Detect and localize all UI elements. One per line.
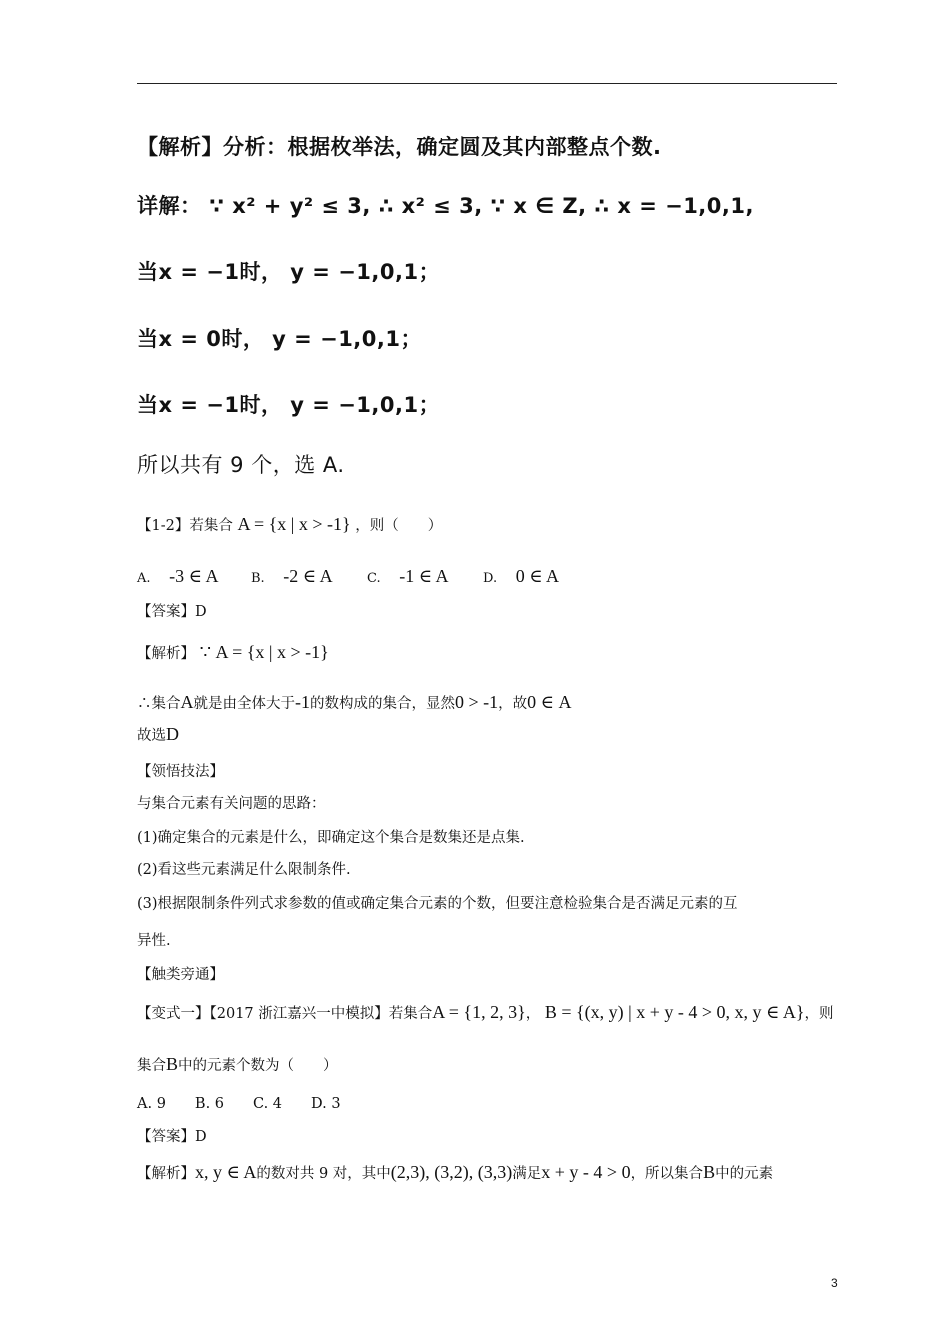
text-run: 中的元素 (715, 1166, 774, 1182)
tips-header: 【领悟技法】 (137, 764, 224, 780)
text-run: 【解析】 (137, 1166, 195, 1182)
tips-point-2: (2)看这些元素满足什么限制条件. (137, 862, 351, 878)
math-run: 0 > -1 (455, 692, 499, 712)
math-run: -1 (295, 692, 310, 712)
option-label: B. (251, 571, 265, 586)
text-run: 满足 (512, 1166, 542, 1182)
practice-header: 【触类旁通】 (137, 967, 224, 983)
practice-question-cont (137, 1054, 338, 1075)
math-run: B = {(x, y) | x + y - 4 > 0, x, y ∈ A} (544, 1002, 805, 1022)
analysis-detail: 详解： ∵ x² + y² ≤ 3, ∴ x² ≤ 3, ∵ x ∈ Z, ∴ x = −1,0,1, (137, 194, 754, 218)
question-1-2 (137, 514, 442, 535)
text-run: 的数对共 9 对，其中 (256, 1166, 391, 1182)
math-run: A (180, 692, 194, 712)
analysis-conclusion: 所以共有 9 个，选 A. (137, 453, 345, 477)
case-line-3: 当x = −1时， y = −1,0,1； (137, 393, 441, 417)
tips-point-3: (3)根据限制条件列式求参数的值或确定集合元素的个数，但要注意检验集合是否满足元素的互 (137, 896, 738, 912)
option-d (483, 566, 559, 587)
header-rule (137, 83, 837, 84)
option-text: -1 ∈ A (399, 566, 449, 586)
math-run: 0 ∈ A (527, 692, 572, 712)
text-run: ， (525, 1006, 541, 1022)
math-run: B (703, 1162, 716, 1182)
math-run: D (166, 724, 179, 744)
tips-point-1: (1)确定集合的元素是什么，即确定这个集合是数集还是点集. (137, 830, 525, 846)
option-text: 0 ∈ A (515, 566, 560, 586)
option-a (137, 566, 218, 587)
text-run: 中的元素个数为（ ） (178, 1058, 338, 1074)
solution-tag: 【解析】 (137, 646, 195, 662)
text-run: 故选 (137, 728, 166, 744)
question-prefix: 【1-2】若集合 (137, 518, 233, 534)
set-definition: A = {x | x > -1} (237, 514, 351, 534)
text-run: ，故 (498, 696, 528, 712)
text-run: ，则 (804, 1006, 834, 1022)
solution-choice (137, 724, 179, 745)
page-number: 3 (831, 1276, 838, 1290)
case-line-2: 当x = 0时， y = −1,0,1； (137, 327, 422, 351)
option-label: C. (367, 571, 381, 586)
text-run: 就是由全体大于 (193, 696, 295, 712)
option-label: D. (483, 571, 498, 586)
practice-solution (137, 1162, 773, 1183)
option-c (367, 566, 449, 587)
solution-reasoning (137, 692, 571, 713)
solution-1-2 (137, 642, 329, 663)
solution-set: ∵ A = {x | x > -1} (199, 642, 329, 662)
math-run: (2,3), (3,2), (3,3) (390, 1162, 513, 1182)
math-run: x + y - 4 > 0 (541, 1162, 631, 1182)
option-text: -2 ∈ A (283, 566, 333, 586)
math-run: A = {1, 2, 3} (432, 1002, 526, 1022)
text-run: 【变式一】【2017 浙江嘉兴一中模拟】若集合 (137, 1006, 433, 1022)
analysis-title: 【解析】分析：根据枚举法，确定圆及其内部整点个数. (137, 135, 662, 159)
math-run: B (166, 1054, 179, 1074)
math-run: x, y ∈ A (195, 1162, 257, 1182)
option-text: -3 ∈ A (169, 566, 219, 586)
practice-answer: 【答案】D (137, 1129, 207, 1145)
option-label: A. (137, 571, 151, 586)
text-run: 集合 (137, 1058, 166, 1074)
text-run: 的数构成的集合，显然 (310, 696, 455, 712)
practice-question (137, 1002, 833, 1023)
tips-intro: 与集合元素有关问题的思路： (137, 796, 326, 812)
question-suffix: ，则（ ） (355, 518, 443, 534)
option-b (251, 566, 333, 587)
text-run: ∴集合 (137, 696, 181, 712)
tips-point-3-cont: 异性. (137, 933, 171, 949)
answer-1-2: 【答案】D (137, 604, 207, 620)
text-run: ，所以集合 (630, 1166, 704, 1182)
case-line-1: 当x = −1时， y = −1,0,1； (137, 260, 441, 284)
practice-options: A. 9 B. 6 C. 4 D. 3 (137, 1096, 341, 1112)
